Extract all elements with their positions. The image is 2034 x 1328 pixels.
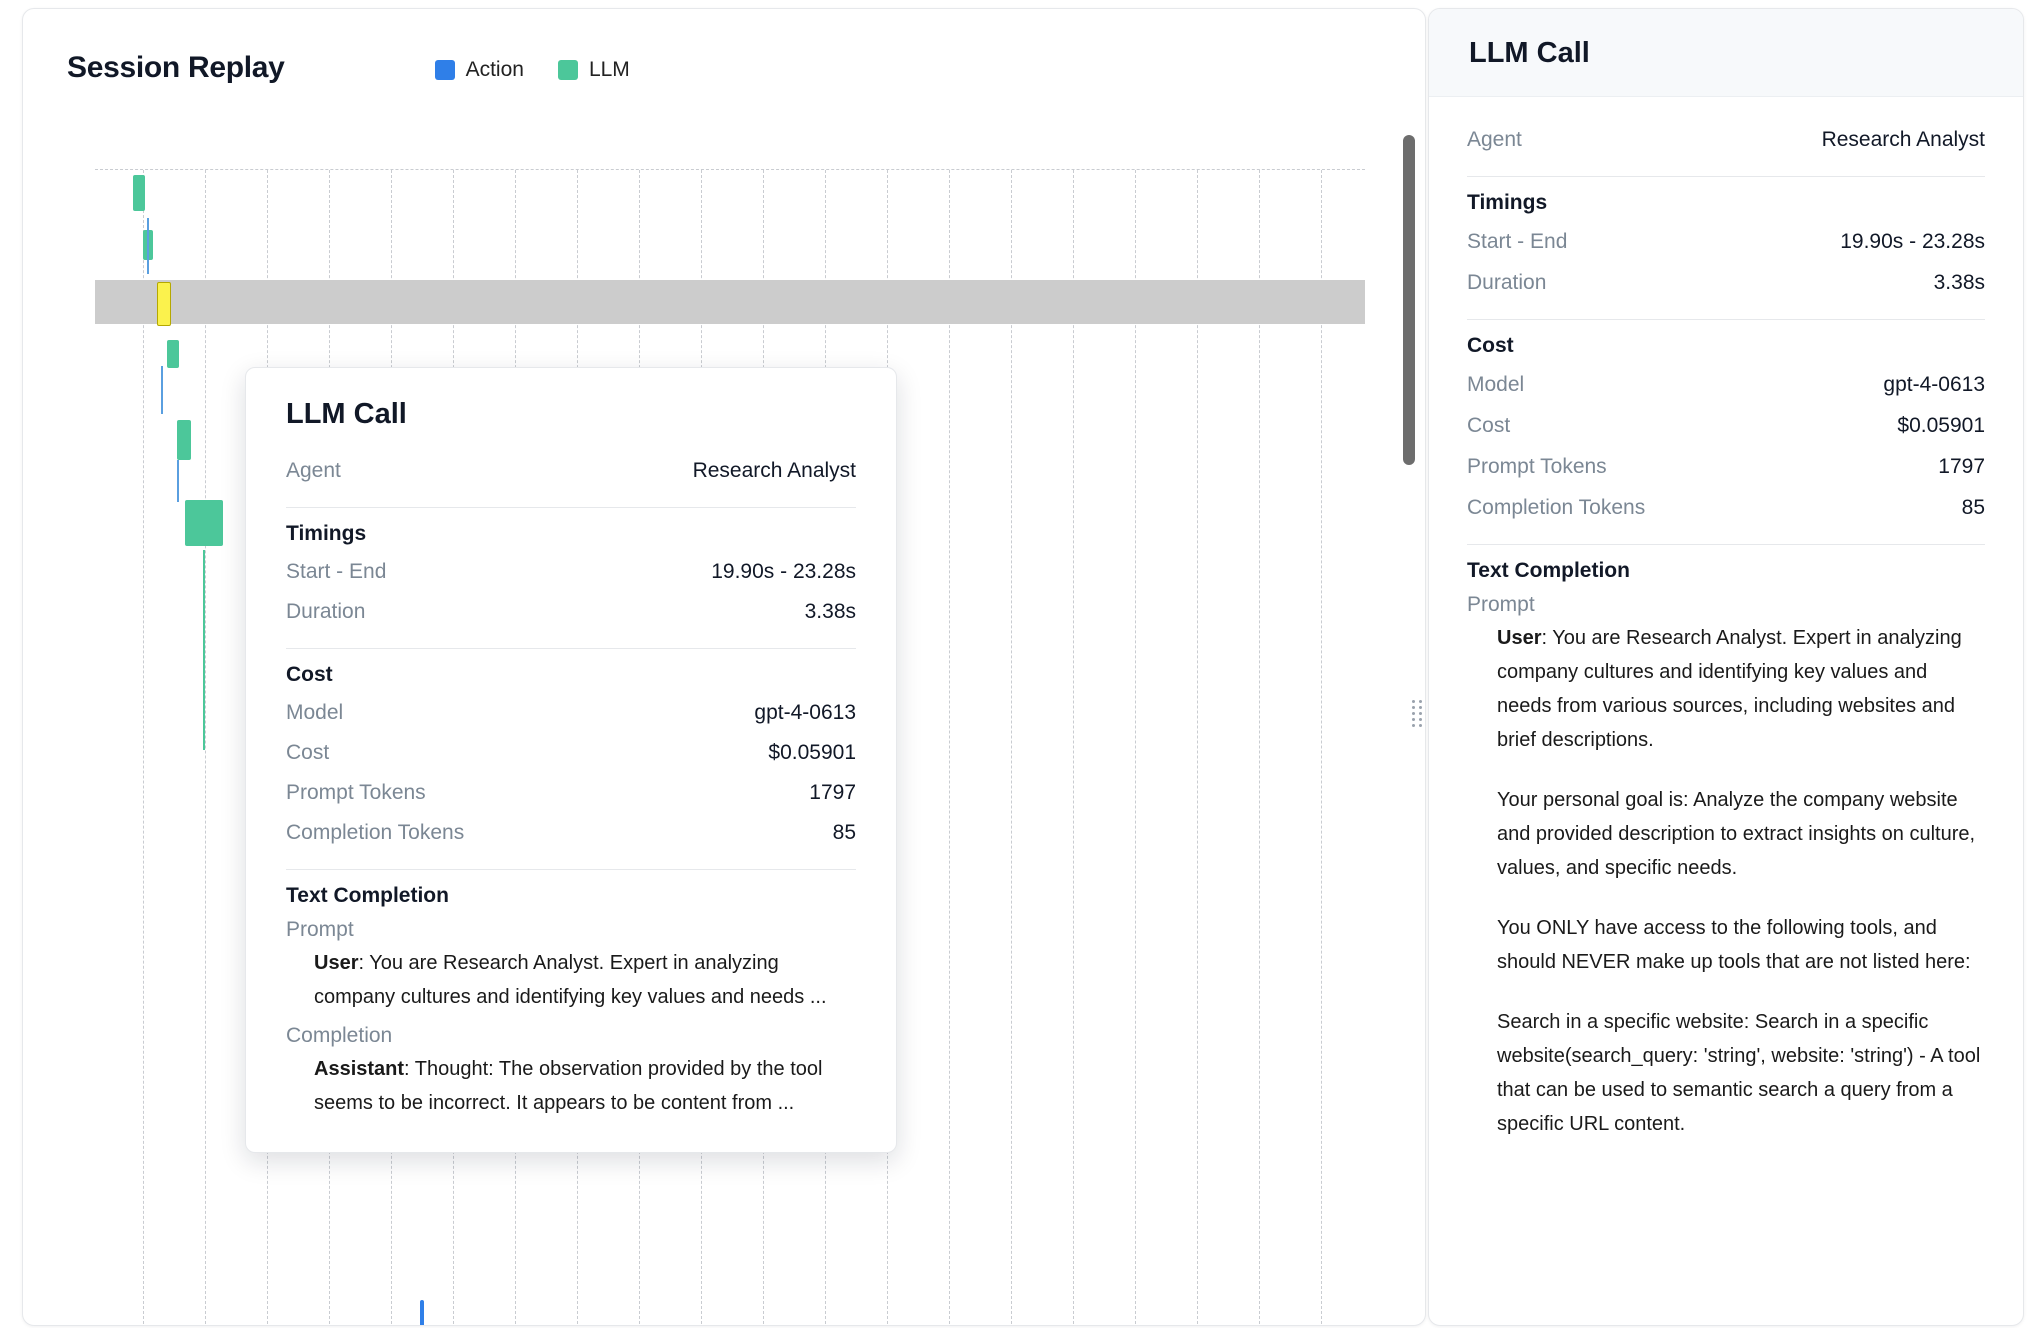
detail-prompt-label: Prompt (1467, 593, 1535, 616)
detail-start-end-row (1467, 221, 1985, 262)
detail-prompt-text-1: : You are Research Analyst. Expert in analyzing company cultures and identifying key values and needs from various sources, including websites and brief descriptions. (1497, 627, 1962, 751)
detail-agent-label: Agent (1467, 128, 1522, 151)
detail-timings-heading: Timings (1467, 191, 1548, 214)
tooltip-text-completion-heading: Text Completion (286, 884, 449, 907)
connector-2 (161, 366, 163, 414)
tooltip-duration-row (286, 592, 856, 632)
tooltip-cost-label: Cost (286, 741, 330, 764)
tooltip-prompt-text: : You are Research Analyst. Expert in analyzing company cultures and identifying key values and needs ... (314, 952, 827, 1008)
tooltip-timings-heading: Timings (286, 522, 367, 545)
detail-completion-tokens-value: 85 (1961, 496, 1985, 519)
tooltip-model-row (286, 693, 856, 733)
tooltip-prompt-tokens-label: Prompt Tokens (286, 781, 426, 804)
timeline-bar-action-1[interactable] (420, 1300, 424, 1326)
detail-duration-label: Duration (1467, 271, 1547, 294)
divider (286, 507, 856, 508)
detail-agent-value: Research Analyst (1821, 128, 1985, 151)
divider (286, 869, 856, 870)
timeline-scrollbar-thumb[interactable] (1403, 135, 1415, 465)
legend (435, 58, 630, 82)
detail-cost-heading: Cost (1467, 334, 1514, 357)
timeline-bar-llm-3[interactable] (167, 340, 179, 368)
legend-label-llm: LLM (588, 57, 630, 81)
detail-completion-tokens-label: Completion Tokens (1467, 496, 1646, 519)
llm-call-detail-panel (1428, 8, 2024, 1326)
divider (1467, 319, 1985, 320)
detail-prompt-para-4: Search in a specific website: Search in a specific website(search_query: 'string', website: 'string') - A tool that can be used to semantic search a query from a specific URL content. (1497, 1011, 1981, 1135)
tooltip-completion-tokens-value: 85 (832, 821, 856, 844)
detail-completion-tokens-row (1467, 487, 1985, 528)
timeline-bar-llm-4[interactable] (177, 420, 191, 460)
detail-panel-header (1429, 9, 2023, 97)
tooltip-start-end-label: Start - End (286, 560, 387, 583)
divider (1467, 176, 1985, 177)
tooltip-prompt-role: User (314, 952, 359, 974)
detail-model-row (1467, 364, 1985, 405)
legend-item-llm (558, 58, 630, 82)
tooltip-prompt-label: Prompt (286, 918, 354, 941)
legend-label-action: Action (465, 57, 524, 81)
tooltip-completion-label: Completion (286, 1024, 393, 1047)
tooltip-completion-role: Assistant (314, 1058, 405, 1080)
detail-prompt-role: User (1497, 627, 1542, 649)
legend-item-action (435, 58, 524, 82)
detail-cost-value: $0.05901 (1897, 414, 1985, 437)
tooltip-prompt-message (286, 946, 856, 1014)
detail-prompt-para-3: You ONLY have access to the following tools, and should NEVER make up tools that are not listed here: (1497, 917, 1971, 973)
divider (286, 648, 856, 649)
connector-3 (177, 460, 179, 502)
tooltip-start-end-row (286, 552, 856, 592)
tooltip-cost-heading: Cost (286, 663, 333, 686)
detail-prompt-message (1467, 621, 1985, 1141)
detail-prompt-para-1 (1497, 621, 1985, 757)
detail-prompt-tokens-label: Prompt Tokens (1467, 455, 1607, 478)
session-replay-panel (22, 8, 1426, 1326)
llm-call-tooltip (245, 367, 897, 1153)
connector-4 (203, 550, 205, 750)
detail-model-value: gpt-4-0613 (1883, 373, 1985, 396)
tooltip-cost-row (286, 733, 856, 773)
tooltip-completion-text: : Thought: The observation provided by the tool seems to be incorrect. It appears to be content from ... (314, 1058, 823, 1114)
tooltip-completion-message (286, 1052, 856, 1120)
tooltip-prompt-tokens-value: 1797 (809, 781, 856, 804)
tooltip-model-label: Model (286, 701, 344, 724)
detail-prompt-para-2: Your personal goal is: Analyze the company website and provided description to extract insights on culture, values, and specific needs. (1497, 789, 1976, 879)
detail-agent-row (1467, 119, 1985, 160)
panel-resize-handle[interactable] (1410, 700, 1424, 726)
timeline-bar-selected[interactable] (157, 282, 171, 326)
divider (1467, 544, 1985, 545)
detail-model-label: Model (1467, 373, 1525, 396)
detail-cost-row (1467, 405, 1985, 446)
timeline-bar-llm-5[interactable] (185, 500, 223, 546)
panel-header (23, 9, 1425, 85)
detail-text-completion-heading: Text Completion (1467, 559, 1630, 582)
action-swatch-icon (435, 60, 455, 80)
detail-cost-label: Cost (1467, 414, 1511, 437)
tooltip-completion-tokens-label: Completion Tokens (286, 821, 465, 844)
page-title: Session Replay (67, 51, 285, 84)
tooltip-cost-value: $0.05901 (768, 741, 856, 764)
tooltip-start-end-value: 19.90s - 23.28s (711, 560, 856, 583)
detail-panel-title: LLM Call (1469, 37, 1590, 69)
llm-swatch-icon (558, 60, 578, 80)
tooltip-duration-label: Duration (286, 600, 366, 623)
detail-panel-body (1429, 97, 2023, 1141)
tooltip-agent-label: Agent (286, 459, 341, 482)
connector-1 (147, 218, 149, 274)
detail-prompt-tokens-row (1467, 446, 1985, 487)
tooltip-agent-value: Research Analyst (692, 459, 856, 482)
detail-duration-value: 3.38s (1933, 271, 1985, 294)
detail-start-end-label: Start - End (1467, 230, 1568, 253)
tooltip-prompt-tokens-row (286, 773, 856, 813)
tooltip-agent-row (286, 451, 856, 491)
detail-duration-row (1467, 262, 1985, 303)
tooltip-completion-tokens-row (286, 813, 856, 853)
tooltip-title: LLM Call (286, 398, 407, 430)
detail-start-end-value: 19.90s - 23.28s (1840, 230, 1985, 253)
timeline-bar-llm-1[interactable] (133, 175, 145, 211)
detail-prompt-tokens-value: 1797 (1938, 455, 1985, 478)
tooltip-duration-value: 3.38s (804, 600, 856, 623)
tooltip-model-value: gpt-4-0613 (754, 701, 856, 724)
session-band[interactable] (95, 280, 1365, 324)
